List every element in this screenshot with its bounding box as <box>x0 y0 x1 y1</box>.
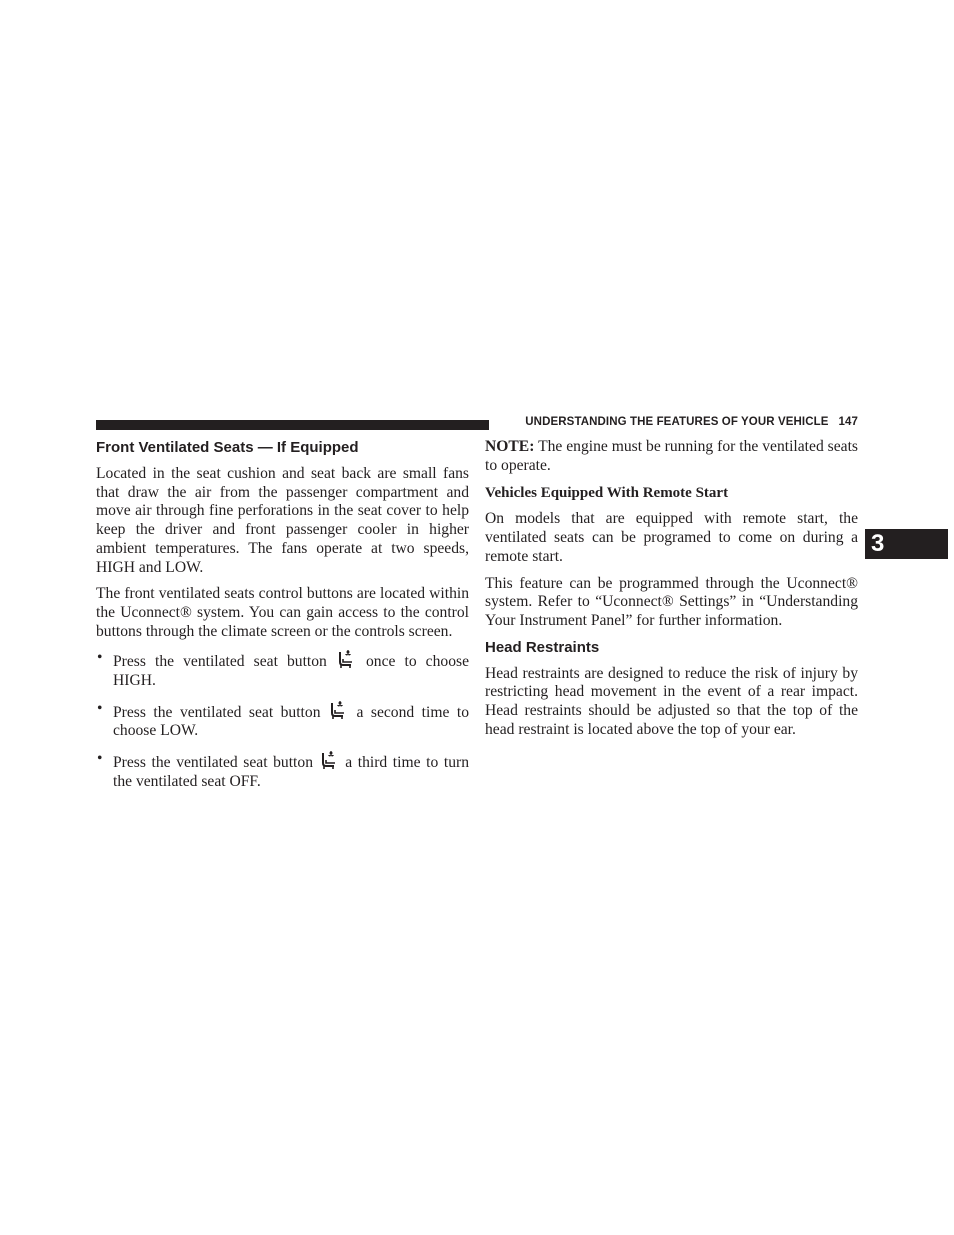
paragraph: Head restraints are designed to reduce the risk of injury by restricting head movement in the event of a rear impact. Head restraints should be adjusted so that the top of the head restraint is located above the top of your ear. <box>485 664 858 738</box>
ventilated-seat-icon <box>320 750 338 770</box>
left-column <box>96 438 469 801</box>
paragraph: On models that are equipped with remote start, the ventilated seats can be programed to come on during a remote start. <box>485 510 858 565</box>
subheading: Vehicles Equipped With Remote Start <box>485 485 729 502</box>
note-label: NOTE: <box>485 438 535 455</box>
paragraph: The front ventilated seats control buttons are located within the Uconnect® system. You can gain access to the control buttons through the climate screen or the controls screen. <box>96 585 469 640</box>
section-heading: Front Ventilated Seats — If Equipped <box>96 439 359 456</box>
bullet-list <box>96 649 469 791</box>
bullet-dot: • <box>97 750 103 768</box>
note-paragraph: NOTE: The engine must be running for the ventilated seats to operate. <box>485 438 858 474</box>
list-item: • Press the ventilated seat button once to choose HIGH. <box>97 649 469 690</box>
section-heading: Head Restraints <box>485 638 600 656</box>
paragraph: This feature can be programmed through the Uconnect® system. Refer to “Uconnect® Settings” in “Understanding Your Instrument Panel” for further information. <box>485 574 858 629</box>
right-column <box>485 438 858 739</box>
bullet-dot: • <box>97 649 103 667</box>
paragraph: Located in the seat cushion and seat back are small fans that draw the air from the passenger compartment and move air through fine perforations in the seat cover to help keep the driver and front passenger cooler in higher ambient temperatures. The fans operate at two speeds, HIGH and LOW. <box>96 465 469 576</box>
ventilated-seat-icon <box>337 649 355 669</box>
running-head <box>497 416 858 432</box>
ventilated-seat-icon <box>329 700 347 720</box>
list-item: • Press the ventilated seat button a third time to turn the ventilated seat OFF. <box>97 750 469 790</box>
running-title: UNDERSTANDING THE FEATURES OF YOUR VEHICLE <box>525 416 829 428</box>
bullet-dot: • <box>97 699 103 717</box>
list-item: • Press the ventilated seat button a second time to choose LOW. <box>97 699 469 740</box>
chapter-tab: 3 <box>865 529 948 559</box>
header-rule <box>96 420 489 430</box>
page-number: 147 <box>838 416 858 428</box>
